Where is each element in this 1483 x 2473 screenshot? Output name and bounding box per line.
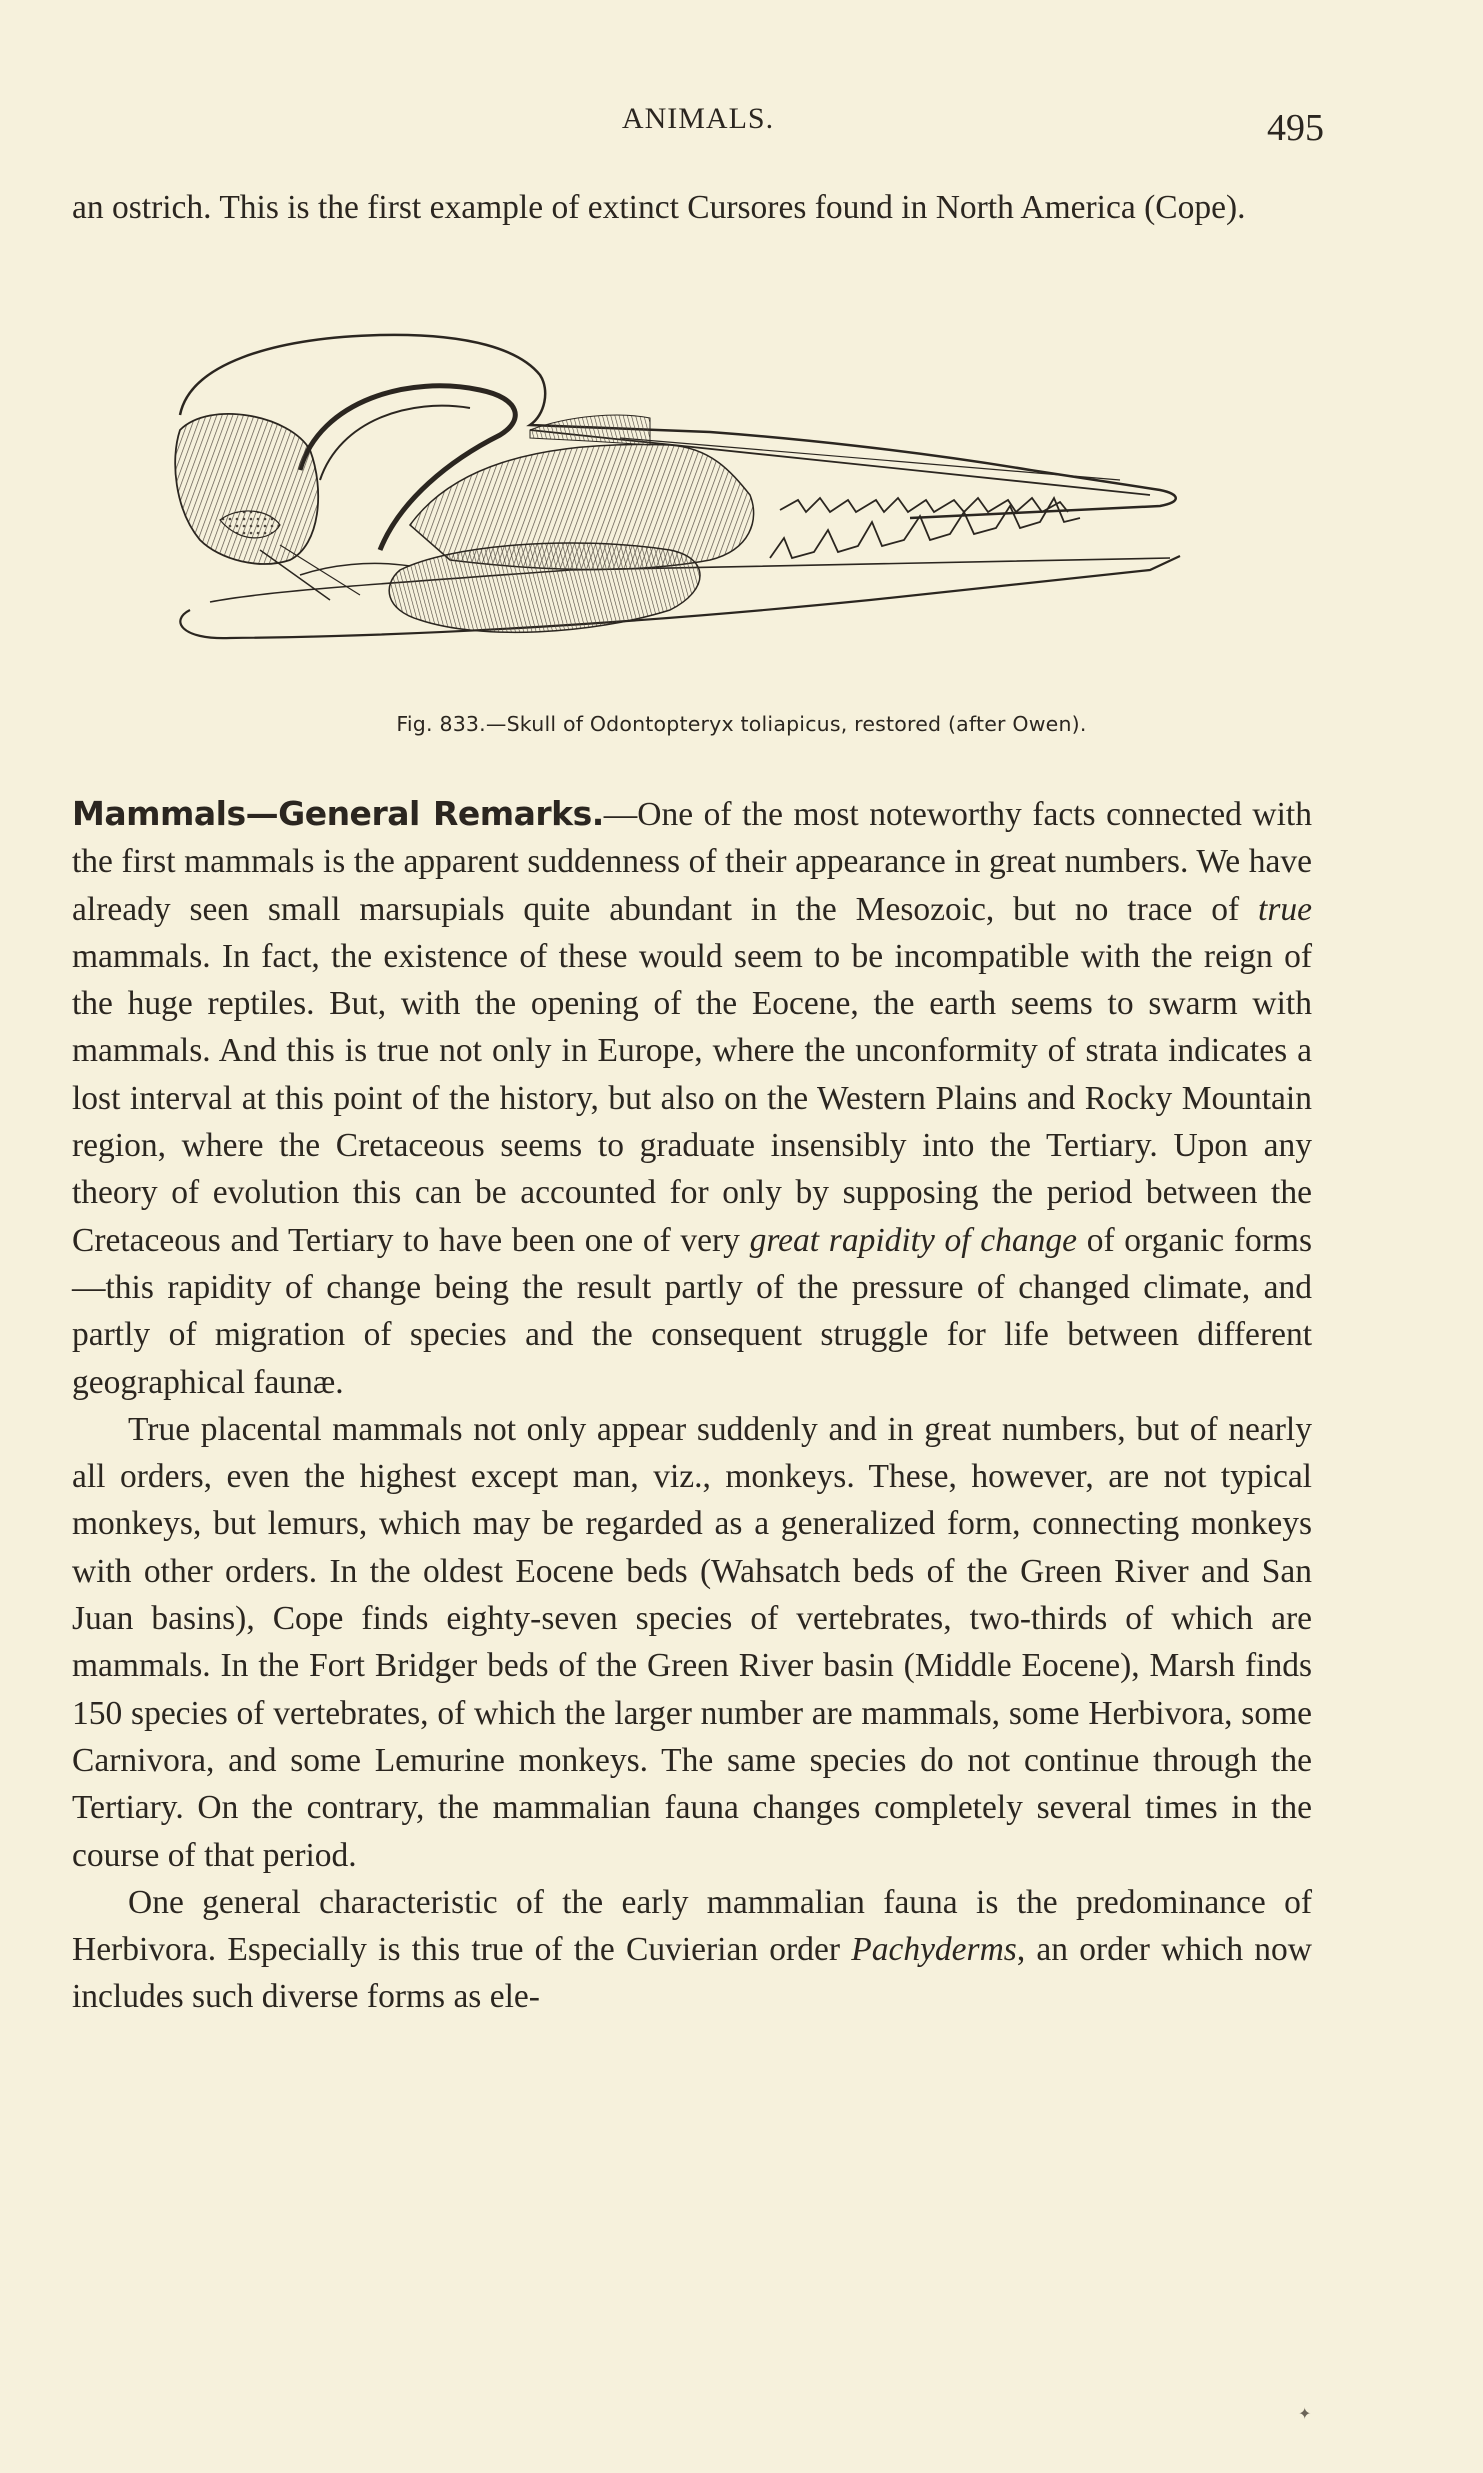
paragraph-1 [72,790,1312,1406]
paragraph-3 [72,1879,1312,2021]
paragraph-1-text-e: of organic forms—this rapidity of change being the result partly of the pressure of changed climate, and partly of migration of species and the consequent struggle for life between different geographical faunæ. [72,1221,1312,1401]
paragraph-1-text-a: —One of the most noteworthy facts connected with the first mammals is the apparent suddenness of their appearance in great numbers. We have already seen small marsupials quite abundant in the Mesozoic, but no trace of [72,796,1312,928]
paragraph-3-text-c: , an order which now includes such diverse forms as ele- [72,1931,1312,2016]
section-body [72,790,1312,2021]
paragraph-3-text-a: One general characteristic of the early mammalian fauna is the predominance of Herbivora. Especially is this true of the Cuvierian order [72,1883,1312,1969]
intro-paragraph [72,184,1312,231]
figure-caption: Fig. 833.—Skull of Odontopteryx toliapicus, restored (after Owen). [396,712,1087,736]
running-head: ANIMALS. [621,102,775,135]
skull-illustration [150,320,1250,700]
page-header [72,98,1324,148]
intro-text: an ostrich. This is the first example of extinct Cursores found in North America (Cope). [72,189,1246,226]
paragraph-1-text-c: mammals. In fact, the existence of these would seem to be incompatible with the reign of the huge reptiles. But, with the opening of the Eocene, the earth seems to swarm with mammals. And this is true not only in Europe, where the unconformity of strata indicates a lost interval at this point of the history, but also on the Western Plains and Rocky Mountain region, where the Cretaceous seems to graduate insensibly into the Tertiary. Upon any theory of evolution this can be accounted for only by supposing the period between the Cretaceous and Tertiary to have been one of very [72,937,1312,1259]
section-heading: Mammals—General Remarks. [72,794,604,833]
page-number: 495 [1267,107,1324,149]
printer-mark: ✦ [1298,2404,1312,2423]
paragraph-1-italic-phrase: great rapidity of change [749,1221,1078,1259]
paragraph-2: True placental mammals not only appear suddenly and in great numbers, but of nearly all orders, even the highest except man, viz., monkeys. These, however, are not typical monkeys, but lemurs, which may be regarded as a generalized form, connecting monkeys with other orders. In the oldest Eocene beds (Wahsatch beds of the Green River and San Juan basins), Cope finds eighty-seven species of vertebrates, two-thirds of which are mammals. In the Fort Bridger beds of the Green River basin (Middle Eocene), Marsh finds 150 species of vertebrates, of which the larger number are mammals, some Herbivora, some Carnivora, and some Lemurine monkeys. The same species do not continue through the Tertiary. On the contrary, the mammalian fauna changes completely several times in the course of that period. [72,1410,1312,1874]
paragraph-1-italic-true: true [1258,890,1312,928]
paragraph-3-italic-pachyderms: Pachyderms [851,1931,1017,1969]
